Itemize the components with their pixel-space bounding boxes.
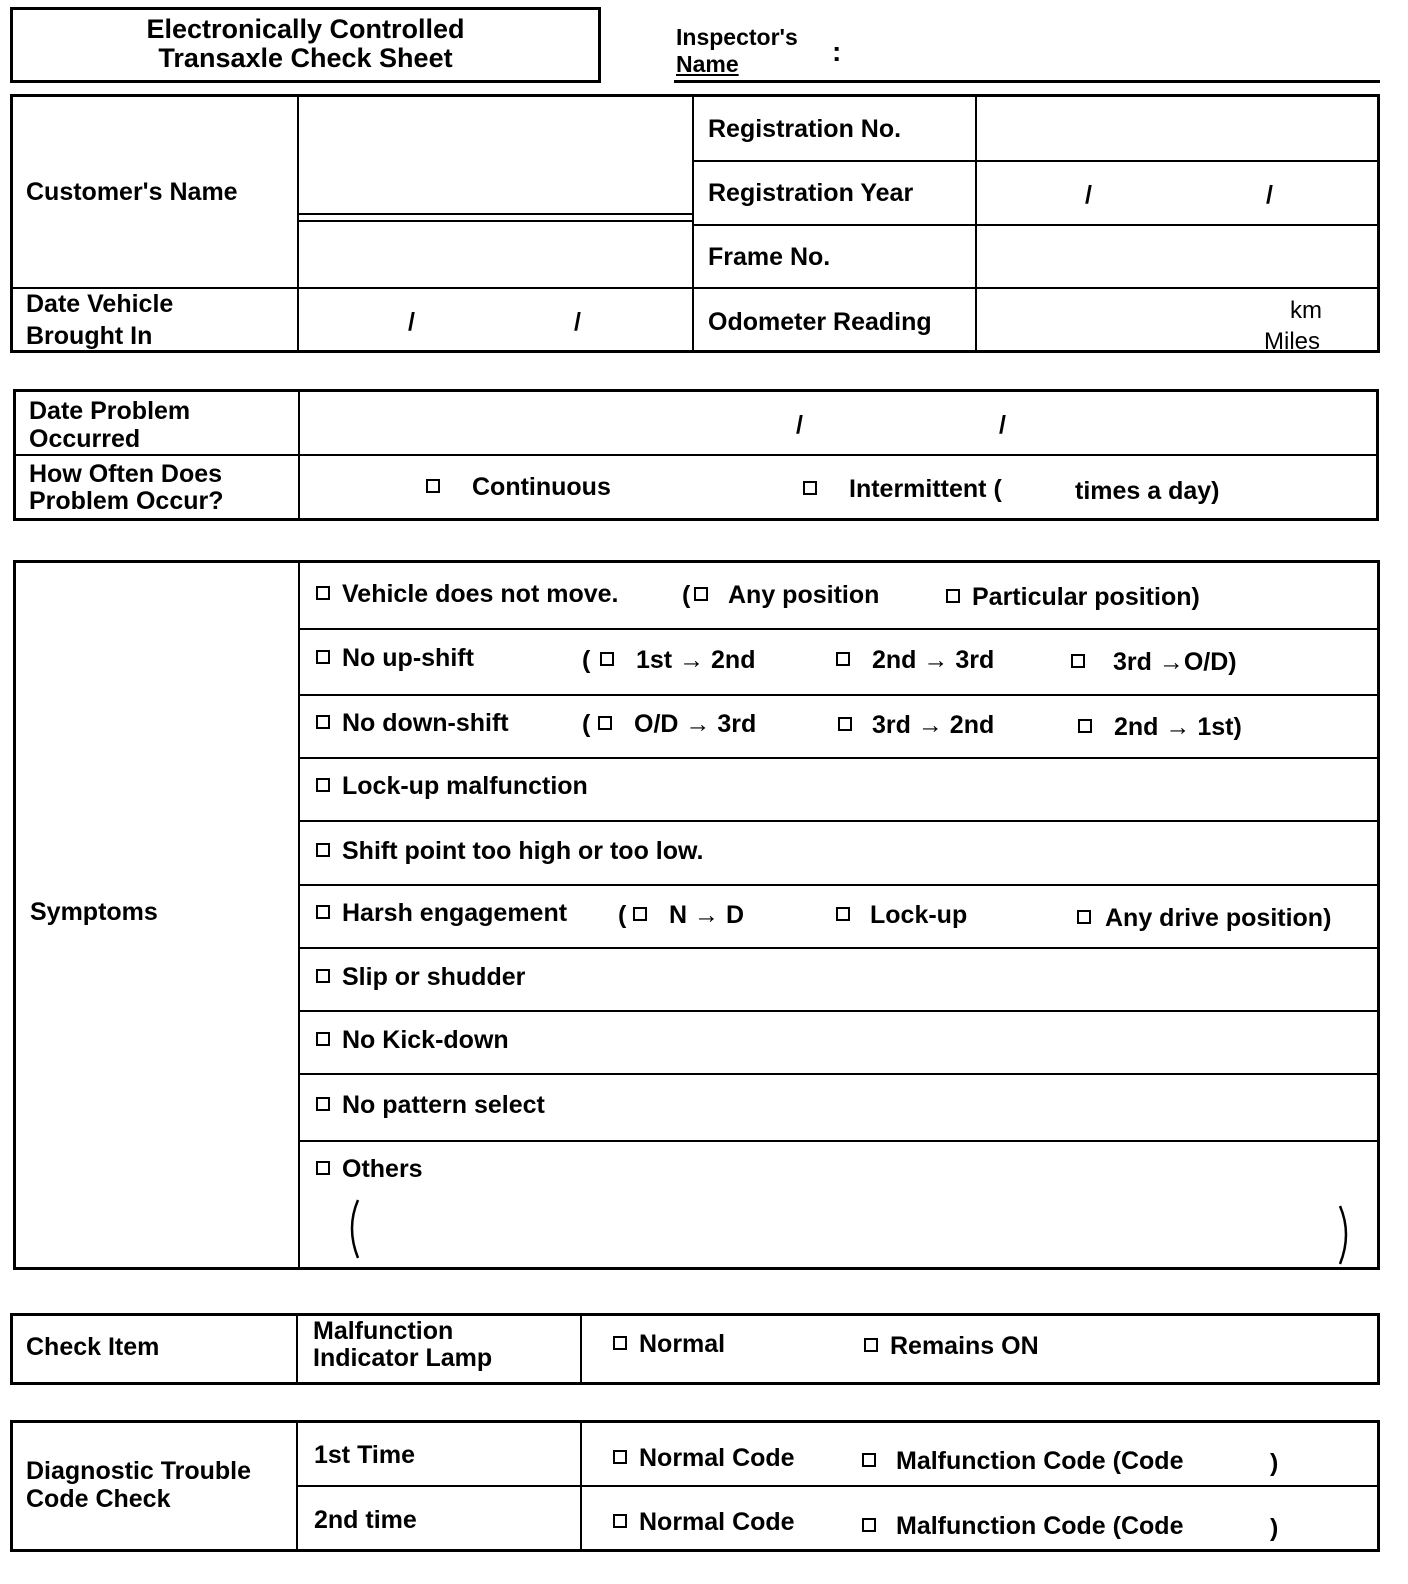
frequency-label-line-2: Problem Occur? [29, 487, 224, 515]
registration-year-slash-1: / [1085, 181, 1092, 209]
dtc-first-close-paren: ) [1270, 1449, 1279, 1477]
symptom-row6-paren: ( [618, 901, 627, 929]
checkbox-3rd-od[interactable] [1071, 654, 1085, 668]
checkbox-2nd-1st[interactable] [1078, 719, 1092, 733]
odometer-label: Odometer Reading [708, 308, 932, 336]
checkbox-intermittent[interactable] [803, 481, 817, 495]
dtc-second-malfunction-label: Malfunction Code (Code [896, 1512, 1184, 1540]
odometer-unit-km: km [1290, 297, 1322, 324]
times-a-day-label: times a day) [1075, 477, 1220, 505]
dtc-row-line [296, 1485, 1380, 1487]
checkbox-lock-up-malfunction[interactable] [316, 778, 330, 792]
symptom-vehicle-not-move[interactable] [316, 579, 618, 609]
dtc-first-malfunction-option[interactable] [862, 1446, 1183, 1476]
symptom-row2-paren: ( [582, 646, 591, 674]
symptom-line-4 [298, 820, 1380, 822]
option-lock-up-label: Lock-up [870, 901, 968, 929]
option-n-d-label: N → D [669, 901, 744, 929]
dtc-second-normal-option[interactable] [613, 1507, 795, 1537]
symptom-row1-paren: ( [682, 581, 691, 609]
mil-label-line-1: Malfunction [313, 1317, 454, 1345]
customer-name-field-1[interactable] [299, 96, 690, 212]
checkbox-3rd-2nd[interactable] [838, 717, 852, 731]
option-any-position[interactable] [694, 580, 879, 610]
option-particular-position-label: Particular position) [972, 583, 1200, 611]
dtc-second-time-label: 2nd time [314, 1506, 417, 1534]
dtc-second-malfunction-option[interactable] [862, 1511, 1183, 1541]
mil-normal-label: Normal [639, 1330, 726, 1358]
option-any-position-label: Any position [728, 581, 880, 609]
others-bracket-right [1336, 1204, 1356, 1266]
option-2nd-3rd-label: 2nd → 3rd [872, 646, 995, 674]
checkbox-dtc-second-malfunction[interactable] [862, 1518, 876, 1532]
date-problem-label-line-1: Date Problem [29, 397, 191, 425]
customer-name-double-line-1 [297, 213, 692, 215]
registration-no-label: Registration No. [708, 115, 902, 143]
option-lock-up[interactable] [836, 900, 967, 930]
symptom-line-6 [298, 947, 1380, 949]
dtc-second-close-paren: ) [1270, 1514, 1279, 1542]
intermittent-label: Intermittent ( [849, 475, 1002, 503]
date-problem-slash-1: / [796, 411, 803, 439]
symptom-no-down-shift[interactable] [316, 708, 509, 738]
dtc-first-normal-option[interactable] [613, 1443, 795, 1473]
odometer-field[interactable] [977, 289, 1257, 351]
check-item-divider-2 [580, 1313, 582, 1385]
option-particular-position[interactable] [946, 582, 1200, 612]
symptom-no-kick-down[interactable] [316, 1025, 509, 1055]
others-detail-field[interactable] [364, 1200, 1332, 1260]
continuous-label: Continuous [472, 473, 611, 501]
check-item-divider-1 [296, 1313, 298, 1385]
checkbox-others[interactable] [316, 1161, 330, 1175]
symptom-harsh-engagement-label: Harsh engagement [342, 899, 568, 927]
checkbox-no-up-shift[interactable] [316, 650, 330, 664]
symptom-no-pattern-select[interactable] [316, 1090, 545, 1120]
continuous-option[interactable] [426, 472, 611, 502]
registration-year-label: Registration Year [708, 179, 914, 207]
frame-no-field[interactable] [977, 226, 1378, 286]
checkbox-vehicle-not-move[interactable] [316, 586, 330, 600]
title-line-2: Transaxle Check Sheet [158, 43, 453, 73]
checkbox-slip-shudder[interactable] [316, 969, 330, 983]
mil-remains-on-option[interactable] [864, 1331, 1039, 1361]
dtc-second-normal-label: Normal Code [639, 1508, 795, 1536]
option-n-d[interactable] [633, 900, 744, 930]
checkbox-continuous[interactable] [426, 479, 440, 493]
date-brought-slash-1: / [408, 308, 415, 336]
checkbox-lock-up[interactable] [836, 907, 850, 921]
checkbox-2nd-3rd[interactable] [836, 652, 850, 666]
option-od-3rd[interactable] [598, 709, 756, 739]
date-problem-slash-2: / [999, 411, 1006, 439]
intermittent-option[interactable] [803, 474, 1002, 504]
option-3rd-2nd-label: 3rd → 2nd [872, 711, 995, 739]
checkbox-mil-normal[interactable] [613, 1336, 627, 1350]
symptom-shift-point-label: Shift point too high or too low. [342, 837, 704, 865]
checkbox-od-3rd[interactable] [598, 716, 612, 730]
option-2nd-1st-label: 2nd → 1st) [1114, 713, 1242, 741]
option-2nd-1st[interactable] [1078, 712, 1242, 742]
occurrence-row-line [13, 454, 1379, 456]
date-problem-label-line-2: Occurred [29, 425, 141, 453]
inspector-colon: : [832, 36, 842, 67]
title-line-1: Electronically Controlled [146, 14, 465, 44]
checkbox-1st-2nd[interactable] [600, 652, 614, 666]
checkbox-any-drive-position[interactable] [1077, 910, 1091, 924]
odometer-unit-miles: Miles [1264, 328, 1321, 355]
symptom-no-down-shift-label: No down-shift [342, 709, 509, 737]
inspector-name-line[interactable] [674, 80, 1380, 83]
inspector-label-line-1: Inspector's [676, 24, 798, 50]
symptom-line-5 [298, 884, 1380, 886]
symptoms-divider [298, 560, 300, 1270]
date-brought-label-line-2: Brought In [26, 322, 153, 350]
option-any-drive-position-label: Any drive position) [1105, 904, 1332, 932]
symptom-line-3 [298, 757, 1380, 759]
dtc-first-time-label: 1st Time [314, 1441, 415, 1469]
symptom-no-up-shift[interactable] [316, 643, 474, 673]
mil-normal-option[interactable] [613, 1329, 725, 1359]
option-2nd-3rd[interactable] [836, 645, 994, 675]
checkbox-any-position[interactable] [694, 587, 708, 601]
symptom-others[interactable] [316, 1154, 423, 1184]
dtc-label-line-2: Code Check [26, 1485, 171, 1513]
checkbox-dtc-second-normal[interactable] [613, 1514, 627, 1528]
checkbox-no-pattern-select[interactable] [316, 1097, 330, 1111]
registration-year-slash-2: / [1266, 181, 1273, 209]
mil-remains-on-label: Remains ON [890, 1332, 1039, 1360]
checkbox-no-kick-down[interactable] [316, 1032, 330, 1046]
symptom-line-7 [298, 1010, 1380, 1012]
symptoms-label: Symptoms [30, 898, 158, 926]
dtc-first-malfunction-label: Malfunction Code (Code [896, 1447, 1184, 1475]
check-item-label: Check Item [26, 1333, 160, 1361]
option-3rd-od[interactable] [1071, 647, 1237, 677]
checkbox-harsh-engagement[interactable] [316, 905, 330, 919]
option-any-drive-position[interactable] [1077, 903, 1331, 933]
symptom-line-1 [298, 628, 1380, 630]
symptom-line-8 [298, 1073, 1380, 1075]
symptom-line-9 [298, 1140, 1380, 1142]
checkbox-no-down-shift[interactable] [316, 715, 330, 729]
symptom-no-pattern-select-label: No pattern select [342, 1091, 545, 1119]
others-bracket-left [342, 1198, 362, 1260]
symptom-slip-shudder[interactable] [316, 962, 525, 992]
checkbox-dtc-first-normal[interactable] [613, 1450, 627, 1464]
option-3rd-od-label: 3rd →O/D) [1113, 648, 1237, 676]
dtc-first-normal-label: Normal Code [639, 1444, 795, 1472]
checkbox-n-d[interactable] [633, 907, 647, 921]
symptom-harsh-engagement[interactable] [316, 898, 567, 928]
checkbox-particular-position[interactable] [946, 589, 960, 603]
option-od-3rd-label: O/D → 3rd [634, 710, 757, 738]
symptom-no-up-shift-label: No up-shift [342, 644, 474, 672]
symptom-vehicle-not-move-label: Vehicle does not move. [342, 580, 619, 608]
customer-name-field-2[interactable] [299, 222, 690, 286]
option-3rd-2nd[interactable] [838, 710, 994, 740]
symptom-others-label: Others [342, 1155, 423, 1183]
checkbox-shift-point[interactable] [316, 843, 330, 857]
option-1st-2nd-label: 1st → 2nd [636, 646, 756, 674]
symptom-slip-shudder-label: Slip or shudder [342, 963, 526, 991]
symptom-row3-paren: ( [582, 710, 591, 738]
symptom-no-kick-down-label: No Kick-down [342, 1026, 509, 1054]
customer-name-label: Customer's Name [26, 178, 238, 206]
symptom-lock-up-malfunction[interactable] [316, 771, 588, 801]
checkbox-mil-remains-on[interactable] [864, 1338, 878, 1352]
frequency-label-line-1: How Often Does [29, 460, 223, 488]
mil-label-line-2: Indicator Lamp [313, 1344, 493, 1372]
symptom-lock-up-malfunction-label: Lock-up malfunction [342, 772, 588, 800]
vehicle-row-line-reg [692, 160, 1380, 162]
symptom-shift-point[interactable] [316, 836, 703, 866]
date-brought-slash-2: / [574, 308, 581, 336]
checkbox-dtc-first-malfunction[interactable] [862, 1453, 876, 1467]
symptom-line-2 [298, 694, 1380, 696]
dtc-label-line-1: Diagnostic Trouble [26, 1457, 252, 1485]
option-1st-2nd[interactable] [600, 645, 755, 675]
frame-no-label: Frame No. [708, 243, 831, 271]
date-brought-label-line-1: Date Vehicle [26, 290, 174, 318]
registration-no-field[interactable] [977, 96, 1378, 159]
inspector-label-line-2: Name [676, 51, 739, 77]
